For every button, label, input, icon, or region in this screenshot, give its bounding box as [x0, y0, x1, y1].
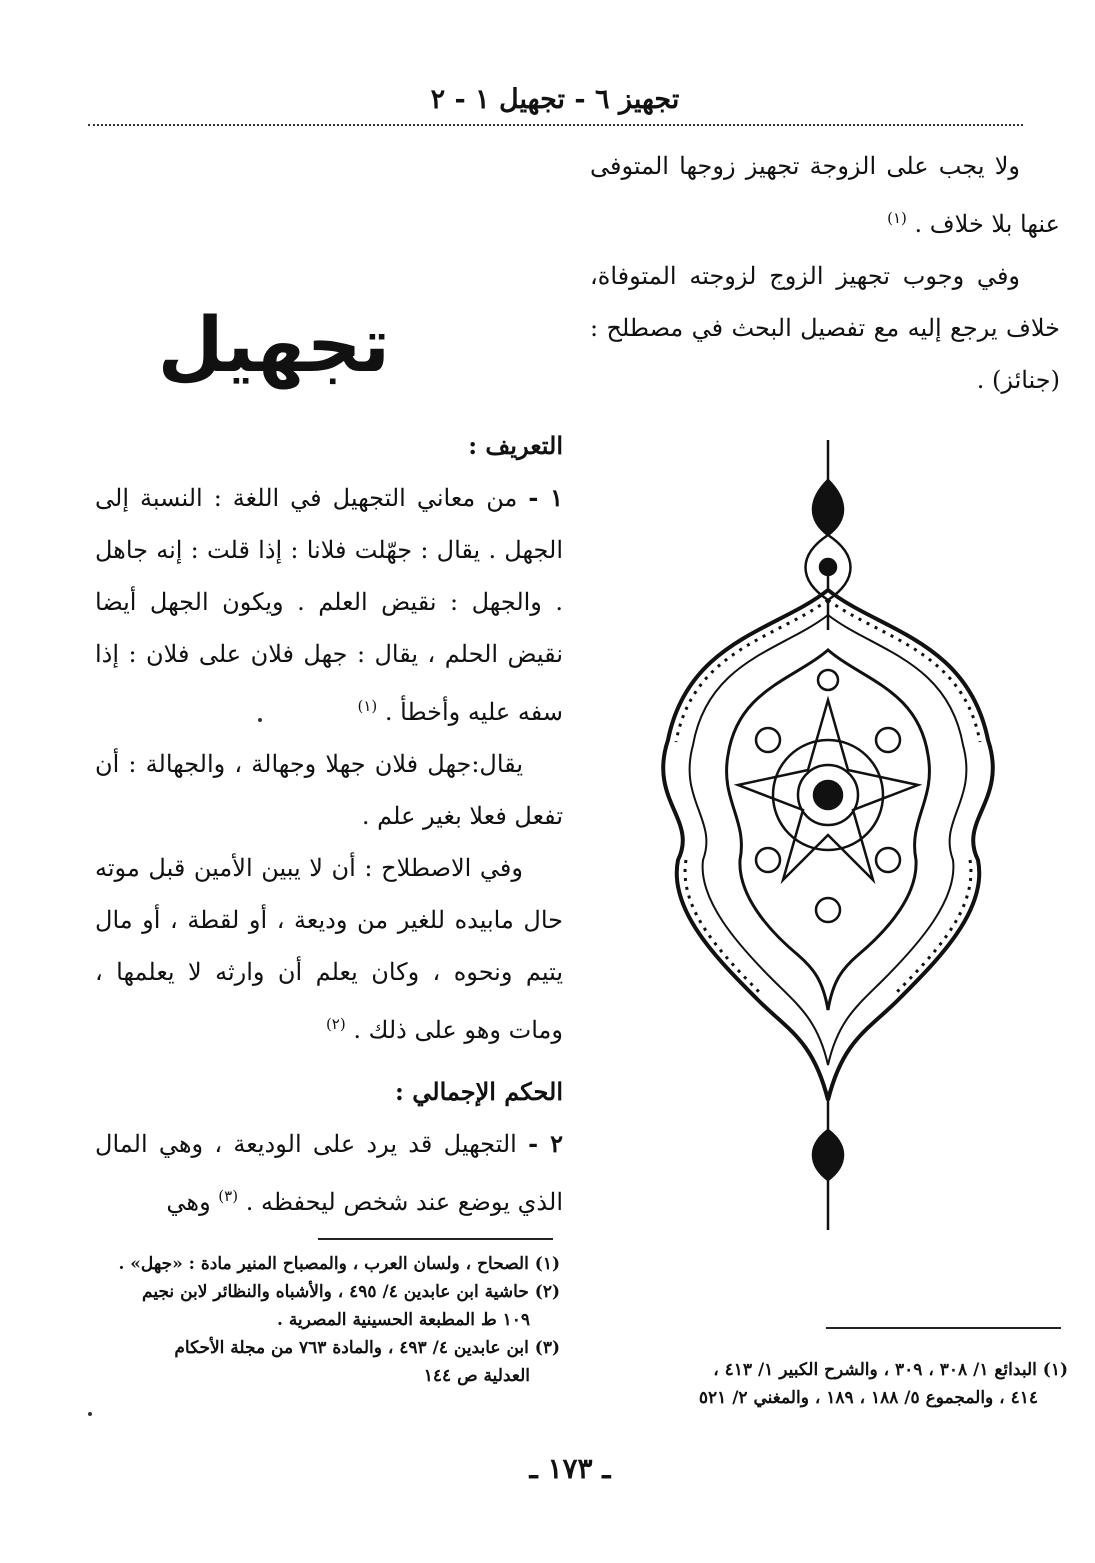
ruling-section	[95, 1066, 563, 1228]
footnote-ref-3[interactable]: (٣)	[218, 1187, 239, 1205]
footnote-2: (٢) حاشية ابن عابدين ٤/ ٤٩٥ ، والأشباه والنظائر لابن نجيم	[142, 1282, 560, 1302]
footnote-2-continued: ١٠٩ ط المطبعة الحسينية المصرية .	[276, 1310, 530, 1330]
footnote-3: (٣) ابن عابدين ٤/ ٤٩٣ ، والمادة ٧٦٣ من مجلة الأحكام	[174, 1338, 560, 1358]
paragraph-husband-obligation: وفي وجوب تجهيز الزوج لزوجته المتوفاة، خلاف يرجع إليه مع تفصيل البحث في مصطلح : (جنائز) .	[590, 262, 1060, 394]
footnote-1-right-continued: ٤١٤ ، والمجموع ٥/ ١٨٨ ، ١٨٩ ، والمغني ٢/ ٥٢١	[698, 1388, 1038, 1408]
footnote-1: (١) الصحاح ، ولسان العرب ، والمصباح المنير مادة : «جهل» .	[118, 1254, 560, 1274]
running-header: تجهيز ٦ - تجهيل ١ - ٢	[430, 84, 680, 115]
scan-speck	[88, 1412, 92, 1416]
footnote-separator-right	[826, 1327, 1061, 1329]
previous-article-continuation	[590, 140, 1060, 406]
ruling-paragraph: ٢ - التجهيل قد يرد على الوديعة ، وهي المال الذي يوضع عند شخص ليحفظه . $^{(٣)}$ وهي	[95, 1129, 563, 1216]
decorative-ornament-icon	[648, 440, 1008, 1230]
paragraph-wife-obligation: ولا يجب على الزوجة تجهيز زوجها المتوفى عنها بلا خلاف . $^{(١)}$	[590, 152, 1060, 238]
footnote-separator-left	[318, 1238, 553, 1240]
article-title: تجهيل	[157, 300, 390, 389]
ruling-heading: الحكم الإجمالي :	[395, 1077, 563, 1106]
footnote-ref-2[interactable]: (٢)	[325, 1015, 346, 1033]
footnotes-left	[95, 1250, 560, 1390]
definition-paragraph-language: ١ - من معاني التجهيل في اللغة : النسبة إلى الجهل . يقال : جهّلت فلانا : إذا قلت : إنه جاهل . والجهل : نقيض العلم . ويكون الجهل أيضا نقيض الحلم ، يقال : جهل فلان على فلان : إذا سفه عليه وأخطأ . $^{(١)}$	[95, 483, 563, 726]
footnote-1-right: (١) البدائع ١/ ٣٠٨ ، ٣٠٩ ، والشرح الكبير ١/ ٤١٣ ،	[713, 1360, 1068, 1380]
definition-paragraph-usage: يقال:جهل فلان جهلا وجهالة ، والجهالة : أن تفعل فعلا بغير علم .	[95, 750, 563, 830]
scan-speck	[258, 718, 262, 722]
definition-paragraph-terminology: وفي الاصطلاح : أن لا يبين الأمين قبل موته حال مابيده للغير من وديعة ، أو لقطة ، أو مال يتيم ونحوه ، وكان يعلم أن وارثه لا يعلمها ، ومات وهو على ذلك . $^{(٢)}$	[95, 854, 563, 1044]
footnote-3-continued: العدلية ص ١٤٤	[423, 1366, 530, 1386]
page-number: ـ ١٧٣ ـ	[529, 1452, 611, 1485]
footnote-ref-1[interactable]: (١)	[887, 209, 907, 227]
definition-heading: التعريف :	[468, 431, 563, 460]
footnotes-right	[600, 1356, 1068, 1412]
header-dotted-rule	[88, 124, 1023, 126]
footnote-ref-1[interactable]: (١)	[357, 697, 378, 715]
article-body	[95, 420, 563, 1056]
